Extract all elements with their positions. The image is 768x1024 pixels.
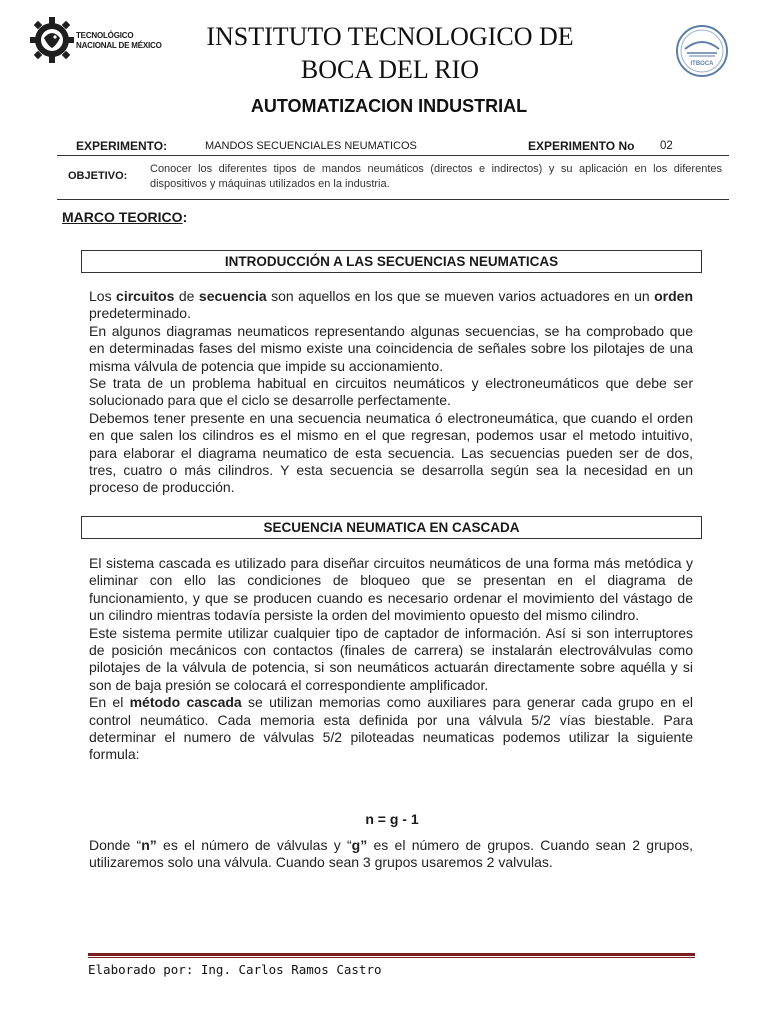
section2-paragraph3 [89, 694, 693, 764]
divider-bottom [57, 199, 729, 200]
section1-paragraph4: Debemos tener presente en una secuencia neumatica ó electroneumática, que cuando el orden en que salen los cilindros es el mismo en el que regresan, podemos usar el metodo intuitivo, para elaborar el diagrama neumatico de esta secuencia. Las secuencias pueden ser de dos, tres, cuatro o más cilindros. Y esta secuencia se desarrolla según sea la necesidad en un proceso de producción. [89, 409, 693, 496]
divider-top [57, 155, 729, 156]
footer-author: Elaborado por: Ing. Carlos Ramos Castro [88, 962, 382, 977]
text-run: son aquellos en los que se mueven varios actuadores en un [266, 288, 655, 304]
section1-body [89, 288, 693, 497]
institute-line1: INSTITUTO TECNOLOGICO DE [206, 22, 574, 51]
experiment-number-label: EXPERIMENTO No [528, 139, 635, 153]
bold-run: orden [654, 288, 694, 304]
seal-text: ITBOCA [690, 61, 714, 67]
tecnm-logo [30, 16, 170, 68]
formula: n = g - 1 [365, 811, 419, 827]
itboca-logo [672, 24, 734, 78]
bold-run: circuitos [116, 288, 175, 304]
footer-rule-thick [88, 953, 695, 956]
experiment-number: 02 [660, 140, 673, 152]
experiment-name: MANDOS SECUENCIALES NEUMATICOS [205, 140, 417, 152]
text-run: de [174, 288, 199, 304]
footer-rule-thin [88, 957, 695, 958]
section2-conclusion [89, 837, 693, 872]
bold-run: secuencia [198, 288, 267, 304]
section2-title: SECUENCIA NEUMATICA EN CASCADA [81, 516, 702, 539]
institute-line2: BOCA DEL RIO [300, 55, 480, 84]
experiment-label: EXPERIMENTO: [76, 139, 168, 153]
marco-teorico-heading [62, 209, 187, 225]
section1-paragraph1 [89, 288, 693, 323]
logo-text-line1: TECNOLÓGICO [76, 31, 134, 40]
marco-teorico-text: MARCO TEORICO [62, 209, 183, 225]
section2-body [89, 555, 693, 764]
objective-label: OBJETIVO: [68, 170, 128, 182]
objective-text: Conocer los diferentes tipos de mandos neumáticos (directos e indirectos) y su aplicación en los diferentes dispositivos y máquinas utilizados en la industria. [150, 163, 722, 190]
text-run: es el número de grupos. Cuando sean 2 grupos, utilizaremos solo una válvula. Cuando sean 3 grupos usaremos 2 valvulas. [89, 837, 693, 871]
text-run: Donde “ [89, 837, 142, 853]
bold-run: g” [351, 837, 368, 853]
bold-run: método cascada [129, 694, 242, 711]
itboca-seal-icon [672, 24, 734, 78]
section2-paragraph2: Este sistema permite utilizar cualquier tipo de captador de información. Así si son interruptores de posición mecánicos con contactos (finales de carrera) se instalarán electroválvulas como pilotajes de la válvula de potencia, si son neumáticos actuarán directamente sobre aquélla y si son de baja presión se colocará el correspondiente amplificador. [89, 624, 693, 693]
marco-colon: : [182, 209, 188, 225]
gear-logo-icon [30, 16, 76, 64]
logo-text-line2: NACIONAL DE MÉXICO [76, 41, 162, 50]
logo-text [76, 31, 162, 51]
section2-paragraph4 [89, 837, 693, 872]
institute-title [160, 20, 620, 86]
text-run: predeterminado. [89, 305, 191, 322]
bold-run: n” [141, 837, 157, 853]
text-run: En el [89, 694, 130, 711]
text-run: Los [89, 288, 117, 304]
section1-title: INTRODUCCIÓN A LAS SECUENCIAS NEUMATICAS [81, 250, 702, 273]
section2-paragraph1: El sistema cascada es utilizado para diseñar circuitos neumáticos de una forma más metódica y eliminar con ello las condiciones de bloqueo que se presentan en el diagrama de funcionamiento, y que se producen cuando es necesario ordenar el movimiento del vástago de un cilindro mientras todavía persiste la orden del movimiento opuesto del mismo cilindro. [89, 555, 693, 624]
text-run: se utilizan memorias como auxiliares para generar cada grupo en el control neumático. Cada memoria esta definida por una válvula 5/2 vías biestable. Para determinar el numero de válvulas 5/2 piloteadas neumaticas podemos utilizar la siguiente formula: [89, 694, 693, 763]
subject-title: AUTOMATIZACION INDUSTRIAL [250, 96, 528, 116]
section1-paragraph3: Se trata de un problema habitual en circuitos neumáticos y electroneumáticos que debe ser solucionado para que el ciclo se desarrolle perfectamente. [89, 375, 693, 409]
section1-paragraph2: En algunos diagramas neumaticos representando algunas secuencias, se ha comprobado que en determinadas fases del mismo existe una coincidencia de señales sobre los pilotajes de una misma válvula de potencia que impide su accionamiento. [89, 322, 693, 374]
text-run: es el número de válvulas y “ [156, 837, 352, 853]
